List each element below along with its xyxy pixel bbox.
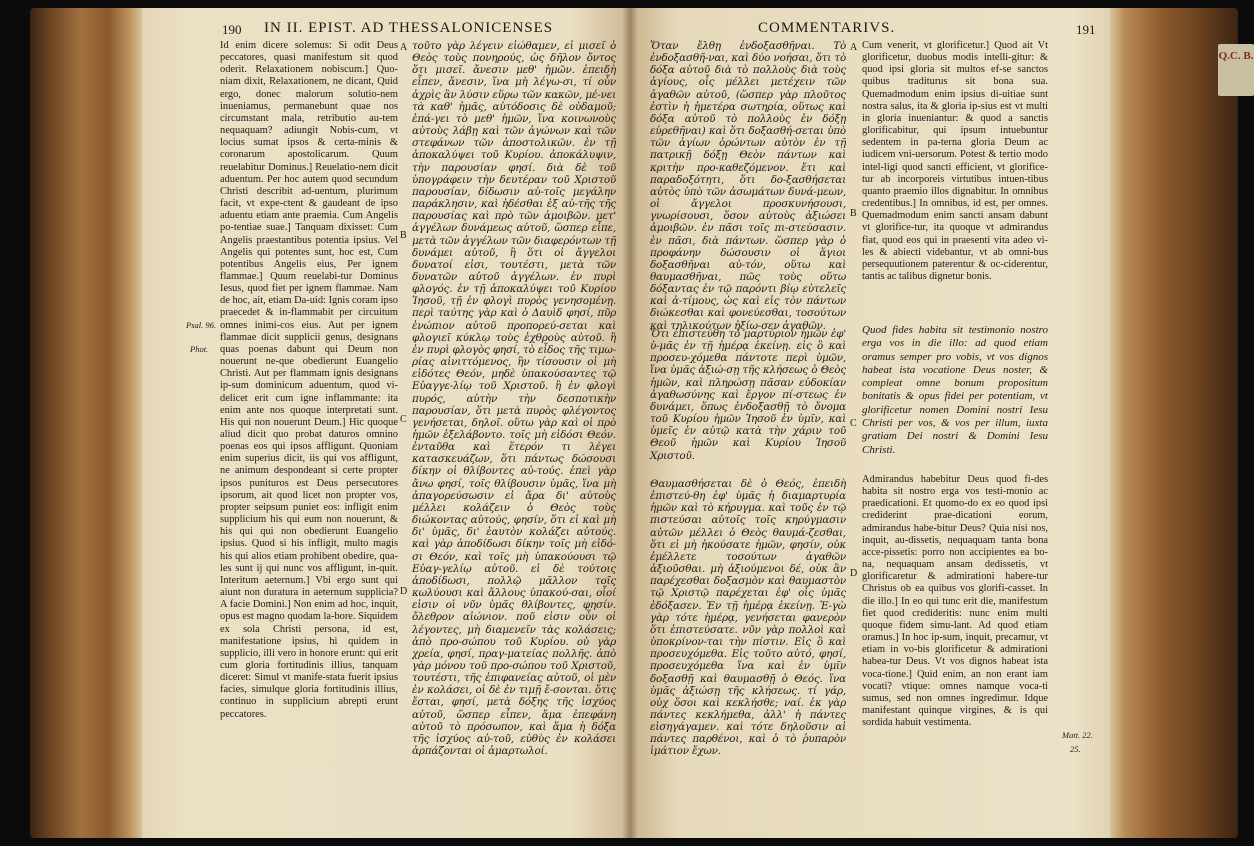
page-number-left: 190 xyxy=(222,22,242,37)
greek-text-2: Ὅτι ἐπιστεύθη τὸ μαρτύριον ἡμῶν ἐφ' ὑ-μᾶς ἐν τῇ ἡμέρᾳ ἐκείνῃ. εἰς ὃ καὶ προσευ-χόμεθα πάντοτε περὶ ὑμῶν, ἵνα ὑμᾶς ἀξιώ-σῃ τῆς κλήσεως ὁ Θεὸς ἡμῶν, καὶ πληρώσῃ πᾶσαν εὐδοκίαν ἀγαθωσύνης καὶ ἔργον πί-στεως ἐν δυνάμει, ὅπως ἐνδοξασθῇ τὸ ὄνομα τοῦ Κυρίου ἡμῶν Ἰησοῦ ἐν ὑμῖν, καὶ ὑμεῖς ἐν αὐτῷ κατὰ τὴν χάριν τοῦ Θεοῦ ἡμῶν καὶ Κυρίου Ἰησοῦ Χριστοῦ. xyxy=(650,328,846,462)
margin-note-phot: Phot. xyxy=(190,344,209,354)
column-marker-a-right: A xyxy=(850,42,858,53)
book-gutter xyxy=(622,8,638,838)
greek-block-1 xyxy=(650,40,846,332)
left-page xyxy=(142,8,630,838)
book-edge-right xyxy=(1110,8,1238,838)
column-marker-d: D xyxy=(400,586,408,597)
scripture-italic-block xyxy=(862,324,1048,470)
greek-column-left xyxy=(412,40,616,830)
column-marker-c-right: C xyxy=(850,418,857,429)
greek-block-2 xyxy=(650,328,846,460)
margin-note-25: 25. xyxy=(1070,744,1081,754)
greek-text-1: Ὅταν ἔλθῃ ἐνδοξασθῆναι. Τὸ ἐνδοξασθῆ-ναι, καὶ δύο νοήσαι, ὅτι τὸ δόξα αὐτοῦ διὰ τὸ πολλοὺς διὰ τοὺς ἁγίους, οἷς μέλλει μετέχειν τῶν ἀγαθῶν αὐτοῦ, (ὥσπερ γὰρ πλοῦτος ἐστὶν ἡ ἡμετέρα σωτηρία, οὕτως καὶ δόξα αὐτοῦ τὸ πολλοὺς ἐν δόξῃ εὑρεθῆναι) καὶ ὅτι δοξασθή-σεται ὑπὸ τῶν ἁγίων ὁρώντων αὐτὸν ἐν τῇ πατρικῇ δόξῃ Θεὸν πάντων καὶ κριτὴν προ-καθεζόμενον. ἔτι καὶ παραδοξότητι, ὅτι δο-ξασθήσεται αὐτὸς ὑπὸ τῶν ἀσωμάτων δυνά-μεων, οἱ ἄγγελοι προσκυνήσουσι, γνωρίσουσι, ὅσον αὐτοὺς ἀξιώσει ἀμοιβῶν. ἐν πᾶσι τοῖς πι-στεύσασιν. ἐν πᾶσι, διὰ πάντων. ὥσπερ γὰρ ὁ προφάνην δώσουσιν οἱ ἅγιοι δοξασθῆναι αὐ-τόν, οὕτω καὶ θαυμασθῆναι, πῶς τοὺς οὕτω δόξαντας ἐν τῷ παρόντι βίῳ εὐτελεῖς καὶ ἀ-τίμους, ὡς καὶ εἰς τὸν πάντων διώκεσθαι καὶ φονεύεσθαι, τοσούτων καὶ τηλικούτων ἠξίω-σεν ἀγαθῶν. xyxy=(650,40,846,332)
greek-text-3: Θαυμασθήσεται δὲ ὁ Θεός, ἐπειδὴ ἐπιστεύ-θη ἐφ' ὑμᾶς ἡ διαμαρτυρία ἡμῶν καὶ τὸ κήρυγμα. καὶ τοῦς ἐν τῷ πιστεύσαι αὐτοῖς τοῖς κηρύγμασιν αὐτῶν μέλλει ὁ Θεὸς θαυμά-ζεσθαι, ὅτι εἰ μὴ ἠκούσατε ἡμῶν, φησίν, οὐκ ἐμέλλετε τοσούτων ἀγαθῶν ἀξιοῦσθαι. μὴ ἀξιούμενοι δέ, οὐκ ἂν παρέχεσθαι δοξασμὸν καὶ θαυμαστὸν τῷ Χριστῷ παρέχεται ἐφ' οἷς ὑμᾶς ἐδόξασεν. Ἐν τῇ ἡμέρᾳ ἐκείνῃ. Ἐ-γὼ γὰρ τότε ἡμέρᾳ, γενήσεται φανερὸν ὅτι ἐπιστεύσατε. νῦν γὰρ πολλοὶ καὶ ὑποκρίνον-ται τὴν πίστιν. Εἰς ὃ καὶ προσευχόμεθα. Εἰς τοῦτο αὐτό, φησί, προσευχόμεθα ἵνα καὶ ἐν ὑμῖν δοξασθῇ καὶ θαυμασθῇ ὁ Θεός. ἵνα ὑμᾶς ἀξιώσῃ τῆς κλήσεως. τί γάρ, οὐχ ὅσοι καὶ κεκλήσθε; ναί. ἐκ γὰρ πάντες κεκλήμεθα, ἀλλ' ἡ πάντες εἰσηγάγαμεν. καὶ τότε δηλοῦσιν αἱ πάντες παρθένοι, καὶ ὁ τὸ ῥυπαρὸν ἱμάτιον ἔχων. xyxy=(650,478,846,758)
latin-column-left xyxy=(220,40,398,830)
greek-block-3 xyxy=(650,478,846,830)
running-head-left: IN II. EPIST. AD THESSALONICENSES xyxy=(264,20,554,36)
running-head-right: COMMENTARIVS. xyxy=(758,20,896,36)
page-number-right: 191 xyxy=(1076,22,1096,37)
column-marker-d-right: D xyxy=(850,568,858,579)
column-marker-a: A xyxy=(400,42,408,53)
latin-text-right: Cum venerit, vt glorificetur.] Quod ait Vt glorificetur, duobus modis intelli-gitur: & quod ipsi gloria sit multos ef-se sanctos quibus traditurus sit bona sua. Quemadmodum enim ipsius di-uitiae sunt nostra salus, ita & gloria ip-sius est vt multi in gloria inueniantur: & quod a sanctis glorificabitur, qui ipsum intuebuntur sedentem in pa-terna gloria Deum ac iudicem vni-uersorum. Potest & tertio modo intel-ligi quod sancti efficient, vt glorifice-tur ab incorporeis virtutibus intuen-tibus quanto praemio illos dignabitur. In omnibus credentibus.] In omnibus, id est, per omnes. Quemadmodum enim sancti ansam dabunt vt glorifice-tur, ita quoque vt admirandus fiat, quod eos qui in praesenti vita adeo vi-les & abiecti videbantur, vt ab omni-bus persequutionem paterentur & oc-ciderentur, tantis ac talibus dignetur bonis. xyxy=(862,40,1048,282)
latin-column-right xyxy=(862,40,1048,310)
book-edge-left xyxy=(30,8,142,838)
right-page xyxy=(630,8,1110,838)
column-marker-b-right: B xyxy=(850,208,857,219)
latin-column-right-2 xyxy=(862,474,1048,830)
column-marker-c: C xyxy=(400,414,407,425)
latin-text: Id enim dicere solemus: Si odit Deus peccatores, quasi manifestum sit quod oderit. Relaxationem nobiscum.] Quo-niam dixit, Relaxationem, ne dicant, Quid ergo, donec malorum solutio-nem inueniamus, permanebunt quae nos circumstant mala, retributio au-tem nequaquam? adiungit Nobis-cum, vt locius sumat ipsos & certa-minis & coronarum apostolicarum. Quum reuelabitur Dominus.] Reuelatio-nem dicit aduentum. Per hoc autem quod secundum Christi describit ad-uentum, plurimum facit, vt expe-ctent & gaudeant de ipso aduentu etiam ante praemia. Cum Angelis po-tentiae suae.] Tanquam dixisset: Cum Angelis praestantibus potentia ipsius. Vel Angelis qui potentes sunt, hoc est, Cum potentibus Angelis eius, Per ignem flammae.] Quum reuelabi-tur Dominus Iesus, quod fiet per ignem flammae. Nam de hoc, ait, etiam Da-uid: Ignis coram ipso praecedet & in-flammabit per circuitum omnes inimi-cos eius. Aut per ignem flammae dicit supplicii genus, designans quas poenas dabunt qui Deum non nouerunt ne-que obedierunt Euangelio Christi. Aut per flammam ignis designans ip-sum dominicum aduentum, quod vi-delicet erit cum igne inflammante: ita enim ante nos quoque interpretati sunt. His qui non nouerunt Deum.] Hic quoque aliud dicit quo probat daturos omnino poenas eos qui ipsos affligunt. Quoniam enim superius dicit, iis qui vos affligunt, ne animum despondeant si certe propter ipsos punituros est Deus persecutores ipsorum, ait quod licet non propter vos, propter seipsum puniet eos: infligit enim supplicium his qui eum non nouerunt, & his qui qui non obedierunt Euangelio ipsius. Quod si his infligit, multo magis his qui alios etiam prohibent obedire, qua-les sunt ij qui nunc vos affligunt, in-quit. Interitum aeternum.] Vbi ergo sunt qui aiunt non duratura in aeternum supplicia? A facie Domini.] Non enim ad hoc, inquit, opus est magno quodam la-bore. Siquidem ex sola Christi persona, id est, manifestatione ipsius, hi quidem in supplicio, illi vero in honore erunt: qui erit cum gloria fortitudinis illius, tanquam diceret: Simul vt manife-stata fuerit ipsius facies, simulque gloria fortitudinis illius, continuo in supplicium abrepti erunt peccatores. xyxy=(220,40,398,720)
column-marker-b: B xyxy=(400,230,407,241)
latin-text-right-2: Admirandus habebitur Deus quod fi-des habita sit nostro erga vos testi-monio ac praedicationi. Et quomo-do ex eo quod ipsi crediderint prae-dicationi eorum, admirandus habe-bitur Deus? Quia nisi nos, inquit, au-dissetis, nequaquam tanta bona acce-pissetis: porro non accipientes ea bo-na, nequaquam ansam dedissetis, vt glorificaretur & admirationi habere-tur Christus ob ea quibus vos glorifi-casset. In die illo.] In eo qui tunc erit die, manifestum fiet quod credideritis: nunc enim multi quoque fidem simu-lant. Ad quod etiam oramus.] In hoc ip-sum, inquit, precamur, vt etiam in vo-bis glorificetur & admirationi habea-tur Deus. Vt vos dignos habeat ista voca-tione.] Quid enim, an non erant iam vocati? vtique: omnes namque voca-ti sumus, sed non omnes ingredimur. Idque manifestant quinque virgines, & is qui sordida habuit vestimenta. xyxy=(862,474,1048,729)
margin-note-psal: Psal. 96. xyxy=(186,320,216,330)
margin-note-matt: Matt. 22. xyxy=(1062,730,1093,740)
open-book xyxy=(30,8,1254,838)
scripture-text: Quod fides habita sit testimonio nostro erga vos in die illo: ad quod etiam oramus semper pro vobis, vt vos dignos habeat ista vocatione Deus noster, & compleat omne bonum propositum bonitatis & opus fidei per potentiam, vt glorificetur nomen Domini nostri Iesu Christi per vos, & vos per illum, iuxta gratiam Dei nostri & Domini Iesu Christi. xyxy=(862,324,1048,456)
greek-text: τοῦτο γὰρ λέγειν εἰώθαμεν, εἰ μισεῖ ὁ Θεὸς τοὺς πονηρούς, ὡς δῆλον ὄντος ὅτι μισεῖ. ἄνεσιν μεθ' ἡμῶν. ἐπειδὴ εἶπεν, ἄνεσιν, ἵνα μὴ λέγω-σι, τί οὖν ἀχρὶς ἂν λύσιν εὕρω τῶν κακῶν, μέ-νει τὰ καθ' ἡμᾶς, αὐτόδοσις δὲ οὐδαμοῦ; ἐπά-γει τὸ μεθ' ἡμῶν, ἵνα κοινωνοὺς αὐτοὺς λάβῃ καὶ τῶν ἀγώνων καὶ τῶν στεφάνων τῶν ἀποστολικῶν. ἐν τῇ ἀποκαλύψει τοῦ Κυρίου. ἀποκάλυψιν, τὴν παρουσίαν φησί. διὰ δὲ τοῦ ὑπογράφειν τὴν δευτέραν τοῦ Χριστοῦ παρουσίαν, δίδωσιν αὐ-τοῖς μεγάλην παράκλησιν, καὶ ἡδέσθαι ἐξ αὐ-τῆς τῆς παρουσίας καὶ πρὸ τῶν ἀμοιβῶν. μετ' ἀγγέλων δυνάμεως αὐτοῦ, ὥσπερ εἶπε, μετὰ τῶν ἀγγέλων τῶν διαφερόντων τῇ δυνάμει αὐτοῦ, ἢ ὅτι οἱ ἄγγελοι δυνατοί εἰσι, τουτέστι, μετὰ τῶν δυνατῶν αὐτοῦ ἀγγέλων. ἐν πυρὶ φλογός. ἐν τῇ ἀποκαλύψει τοῦ Κυρίου Ἰησοῦ, τῇ ἐν φλογὶ πυρὸς γενησομένῃ. περὶ ταύτης γὰρ καὶ ὁ Δαυὶδ φησί, πῦρ ἐνώπιον αὐτοῦ προπορεύ-σεται καὶ φλογιεῖ κύκλῳ τοὺς ἐχθροὺς αὐτοῦ. ἢ ἐν πυρὶ φλογὸς φησί, τὸ εἶδος τῆς τιμω-ρίας αἰνιττόμενος, ἣν τίσουσιν οἱ μὴ εἰδότες Θεόν, μηδὲ ὑπακούσαντες τῷ Εὐαγγε-λίῳ τοῦ Χριστοῦ. ἢ ἐν φλογὶ πυρός, αὐτὴν τὴν δεσποτικὴν παρουσίαν, ὅτι μετὰ πυρὸς φλέγοντος γενήσεται, δηλοῖ. οὕτω γὰρ καὶ οἱ πρὸ ἡμῶν ἐξελάβοντο. τοῖς μὴ εἰδόσι Θεόν. ἐνταῦθα καὶ ἕτερόν τι λέγει κατασκευάζων, ὅτι πάντως δώσουσι δίκην οἱ θλίβοντες αὐ-τούς. ἐπεὶ γὰρ ἄνω φησί, τοῖς θλίβουσιν ὑμᾶς, ἵνα μὴ ἀπαγορεύσωσιν εἰ ἄρα δι' αὐτοὺς μέλλει κολάζειν ὁ Θεὸς τοὺς διώκοντας αὐτούς, φησίν, ὅτι εἰ καὶ μὴ δι' ὑμᾶς, δι' ἑαυτὸν κολάζει αὐτούς. καὶ γὰρ ἀποδίδωσι δίκην τοῖς μὴ εἰδό-σι Θεόν, καὶ τοῖς μὴ ὑπακούουσι τῷ Εὐαγ-γελίῳ αὐτοῦ. εἰ δὲ τούτοις ἀποδίδωσι, πολλῷ μᾶλλον τοῖς κωλύουσι καὶ ἄλλους ὑπακού-σαι, οἷοί εἰσιν οἱ νῦν ὑμᾶς θλίβοντες, φησίν. ὄλεθρον αἰώνιον. ποῦ εἰσιν οὖν οἱ λέγοντες, μὴ διαμενεῖν τὰς κολάσεις; ἀπὸ προ-σώπου τοῦ Κυρίου. οὐ γὰρ χρεία, φησί, πραγ-ματείας πολλῆς. ἀπὸ γὰρ μόνου τοῦ προ-σώπου τοῦ Χριστοῦ, τουτέστι, τῆς ἐπιφανείας αὐτοῦ, οἱ μὲν ἐν κολάσει, οἱ δὲ ἐν τιμῇ ἔ-σονται. ὅτις ἔσται, φησί, μετὰ δόξης τῆς ἰσχύος αὐτοῦ, ὥσπερ εἶπεν, ἅμα ἐπεφάνη αὐτοῦ τὸ πρόσωπον, καὶ ἅμα ἡ δόξα τῆς ἰσχύος αὐ-τοῦ, εὐθὺς ἐν κολάσει ἁρπάζονται οἱ ἁμαρτωλοί. xyxy=(412,40,616,758)
shelf-label-tab: Q.C. B. xyxy=(1218,44,1254,96)
